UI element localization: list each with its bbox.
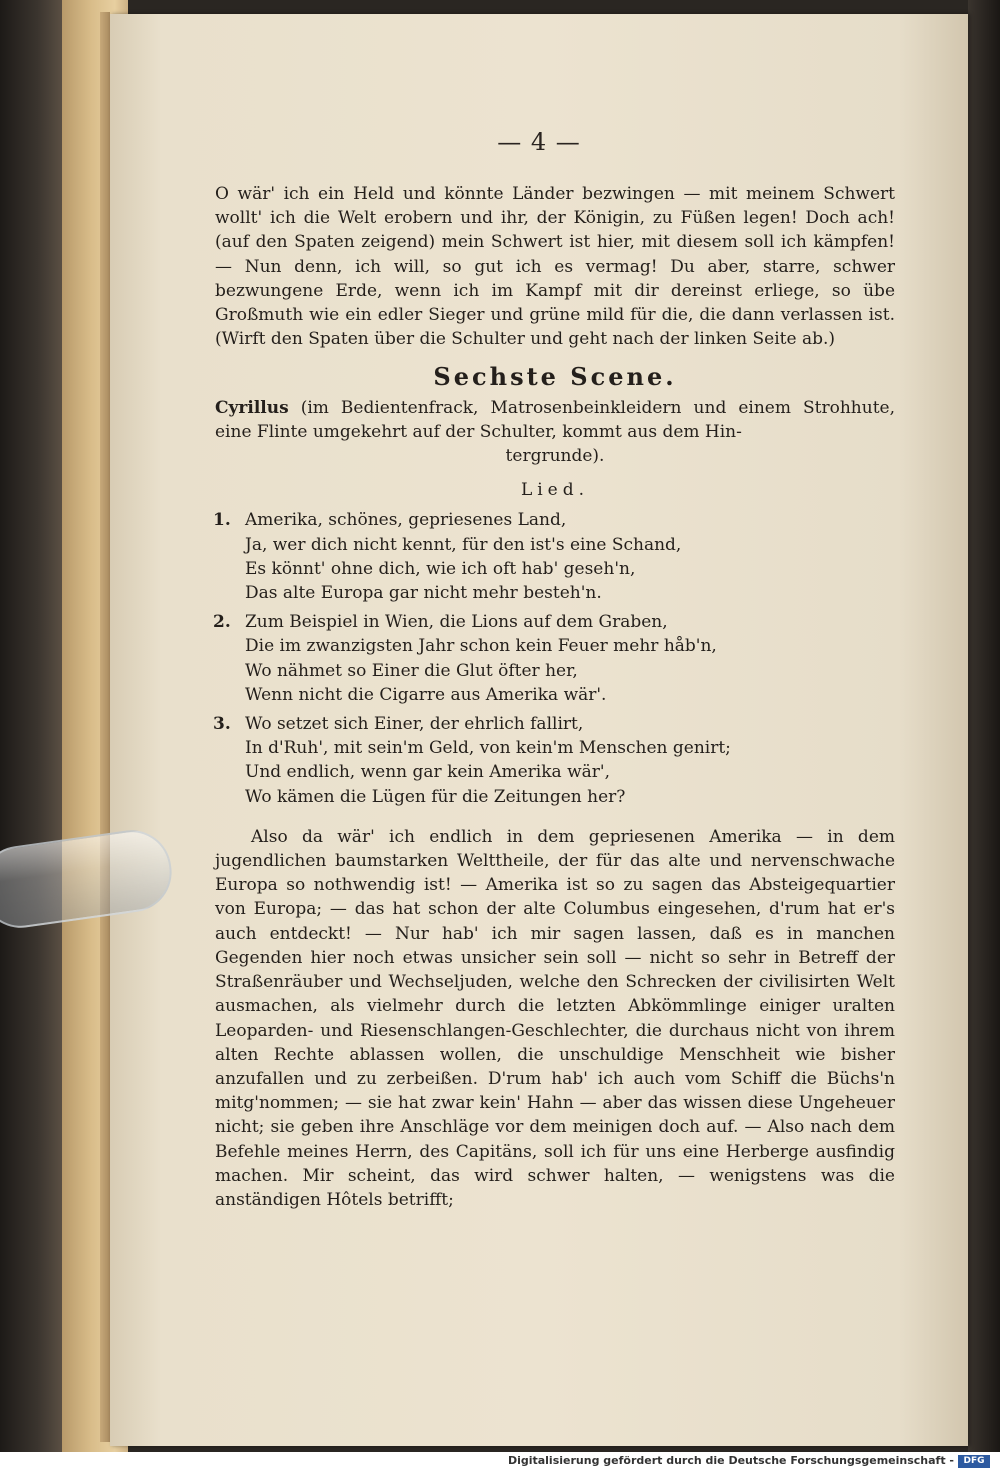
verse-line: Wo kämen die Lügen für die Zeitungen her? (245, 786, 626, 807)
prose-paragraph (215, 825, 895, 1212)
character-name: Cyrillus (215, 397, 289, 418)
book-page (110, 14, 968, 1446)
prose-text: Also da wär' ich endlich in dem gepriesenen Amerika — in dem jugendlichen baumstarken Welttheile, der für das alte und nervenschwache Europa so nothwendig ist! — Amerika ist so zu sagen das Absteigequartier von Europa; — das hat schon der alte Columbus eingesehen, d'rum hat er's auch entdeckt! — Nur hab' ich mir sagen lassen, daß es in manchen Gegenden hier noch etwas unsicher sein soll — nicht so sehr in Betreff der Straßenräuber und Wechseljuden, welche den Schrecken der civilisirten Welt ausmachen, als vielmehr durch die letzten Abkömmlinge einiger uralten Leoparden- und Riesenschlangen-Geschlechter, die durchaus nicht von ihrem alten Rechte ablassen wollen, die unschuldige Menschheit wie bisher anzufallen und zu zerbeißen. D'rum hab' ich auch vom Schiff die Büchs'n mitg'nommen; — sie hat zwar kein' Hahn — aber das wissen diese Ungeheuer nicht; sie geben ihre Anschläge vor dem meinigen doch auf. — Also nach dem Befehle meines Herrn, des Capitäns, soll ich für uns eine Herberge ausfindig machen. Mir scheint, das wird schwer halten, — wenigstens was die anständigen Hôtels betrifft; (215, 826, 895, 1210)
song-heading: Lied. (520, 480, 590, 501)
verse-line: In d'Ruh', mit sein'm Geld, von kein'm Menschen genirt; (245, 738, 731, 759)
verse (215, 508, 895, 605)
scan-background-left (0, 0, 62, 1452)
verse (215, 610, 895, 707)
cast-paragraph (215, 396, 895, 444)
verse-line: Wenn nicht die Cigarre aus Amerika wär'. (245, 684, 607, 705)
page-text (215, 182, 895, 1212)
verse-line: Amerika, schönes, gepriesenes Land, (245, 510, 567, 531)
verse-lines (245, 610, 895, 707)
scan-background-right (968, 0, 1000, 1452)
verse-number: 2. (213, 612, 231, 633)
verse-line: Es könnt' ohne dich, wie ich oft hab' geseh'n, (245, 558, 636, 579)
verse-line: Ja, wer dich nicht kennt, für den ist's eine Schand, (245, 534, 682, 555)
verse-lines (245, 508, 895, 605)
digitization-credit: Digitalisierung gefördert durch die Deutsche Forschungsgemeinschaft - (507, 1454, 954, 1467)
verse-line: Die im zwanzigsten Jahr schon kein Feuer mehr håb'n, (245, 636, 717, 657)
dfg-logo: DFG (958, 1455, 990, 1468)
verse-number: 3. (213, 714, 231, 735)
verse-line: Wo nähmet so Einer die Glut öfter her, (245, 660, 578, 681)
verse-lines (245, 712, 895, 809)
verse-line: Zum Beispiel in Wien, die Lions auf dem Graben, (245, 612, 668, 633)
verse (215, 712, 895, 809)
stage-direction-end: tergrunde). (505, 446, 605, 467)
verse-line: Und endlich, wenn gar kein Amerika wär', (245, 762, 610, 783)
page-number: — 4 — (497, 128, 581, 156)
intro-paragraph: O wär' ich ein Held und könnte Länder bezwingen — mit meinem Schwert wollt' ich die Welt erobern und ihr, der Königin, zu Füßen legen! Doch ach! (auf den Spaten zeigend) mein Schwert ist hier, mit diesem soll ich kämpfen! — Nun denn, ich will, so gut ich es vermag! Du aber, starre, schwer bezwungene Erde, wenn ich im Kampf mit dir dereinst erliege, so übe Großmuth wie ein edler Sieger und grüne mild für die, die dann verlassen ist. (Wirft den Spaten über die Schulter und geht nach der linken Seite ab.) (215, 184, 895, 350)
verse-line: Wo setzet sich Einer, der ehrlich fallirt, (245, 714, 584, 735)
verse-number: 1. (213, 510, 231, 531)
page-stack-edge (100, 12, 110, 1442)
verse-line: Das alte Europa gar nicht mehr besteh'n. (245, 583, 602, 604)
stage-direction: (im Bedientenfrack, Matrosenbeinkleidern und einem Strohhute, eine Flinte umgekehrt auf der Schulter, kommt aus dem Hin- (215, 397, 895, 442)
scene-title: Sechste Scene. (433, 362, 677, 392)
